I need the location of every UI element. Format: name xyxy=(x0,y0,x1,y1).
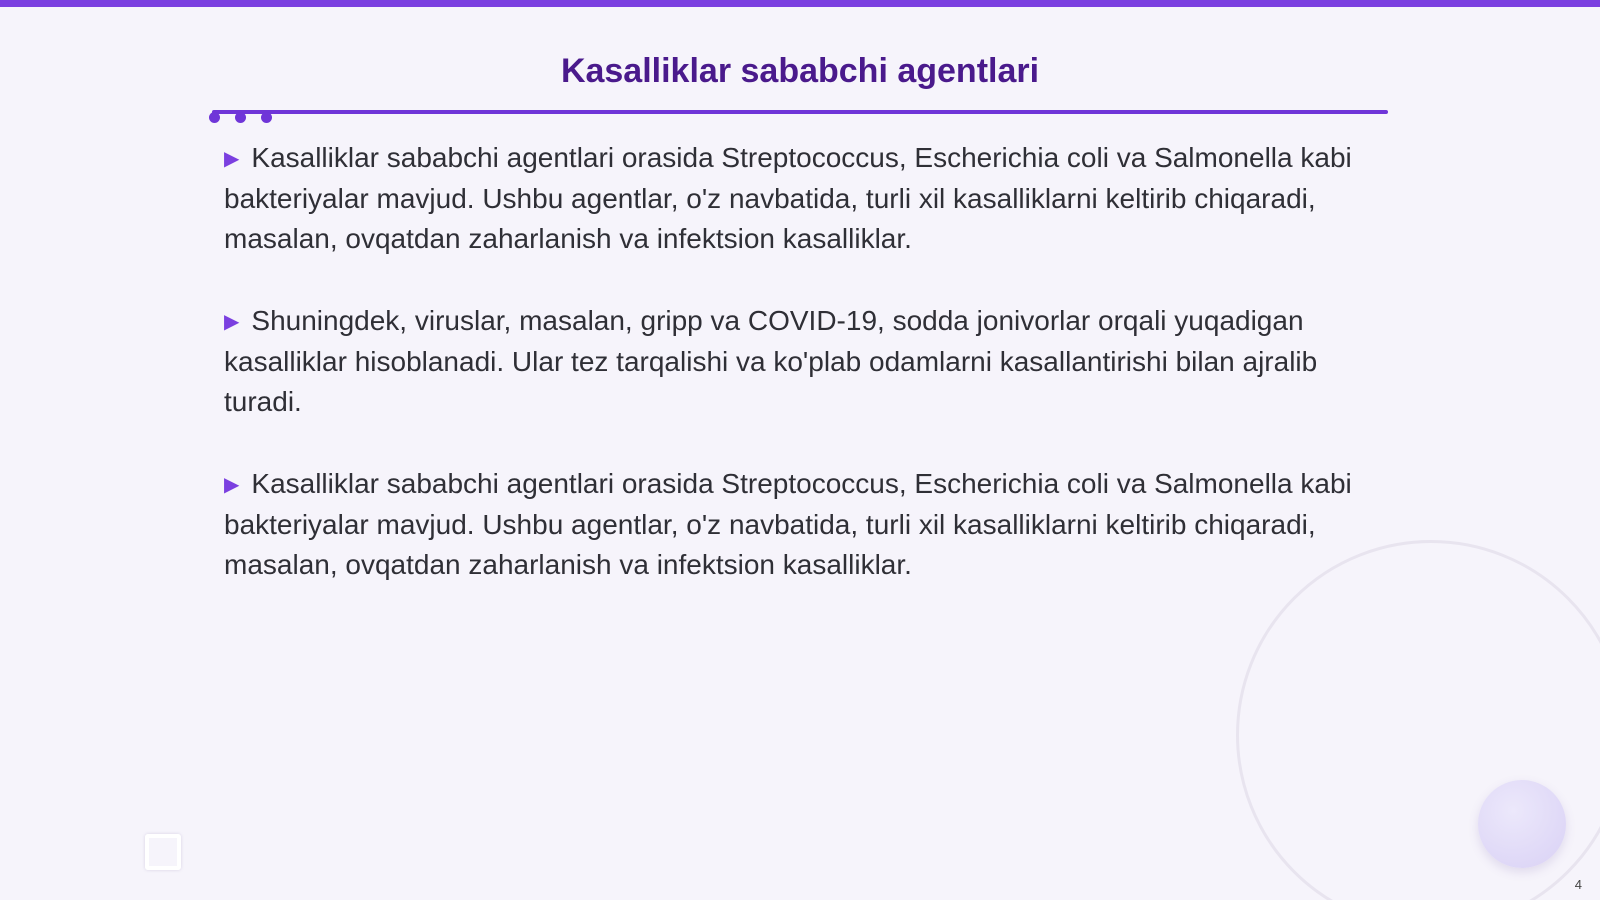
bullet-item xyxy=(224,301,1374,422)
page-number: 4 xyxy=(1574,877,1582,892)
triangle-bullet-icon: ▶ xyxy=(224,148,240,170)
title-underline xyxy=(212,110,1388,114)
underline-dot xyxy=(261,112,272,123)
bullet-item xyxy=(224,138,1374,259)
decorative-circle xyxy=(1478,780,1566,868)
bullet-text: Shuningdek, viruslar, masalan, gripp va COVID-19, sodda jonivorlar orqali yuqadigan kasalliklar hisoblanadi. Ular tez tarqalishi va ko'plab odamlarni kasallantirishi bilan ajralib turadi. xyxy=(224,305,1318,417)
triangle-bullet-icon: ▶ xyxy=(224,474,240,496)
bullet-list xyxy=(224,138,1374,627)
triangle-bullet-icon: ▶ xyxy=(224,311,240,333)
bullet-text: Kasalliklar sababchi agentlari orasida Streptococcus, Escherichia coli va Salmonella kabi bakteriyalar mavjud. Ushbu agentlar, o'z navbatida, turli xil kasalliklarni keltirib chiqaradi, masalan, ovqatdan zaharlanish va infektsion kasalliklar. xyxy=(224,468,1352,580)
underline-dot xyxy=(235,112,246,123)
top-accent-bar xyxy=(0,0,1600,7)
decorative-square xyxy=(145,834,181,870)
bullet-text: Kasalliklar sababchi agentlari orasida Streptococcus, Escherichia coli va Salmonella kabi bakteriyalar mavjud. Ushbu agentlar, o'z navbatida, turli xil kasalliklarni keltirib chiqaradi, masalan, ovqatdan zaharlanish va infektsion kasalliklar. xyxy=(224,142,1352,254)
bullet-item xyxy=(224,464,1374,585)
underline-dot xyxy=(209,112,220,123)
slide-title: Kasalliklar sababchi agentlari xyxy=(560,52,1040,90)
